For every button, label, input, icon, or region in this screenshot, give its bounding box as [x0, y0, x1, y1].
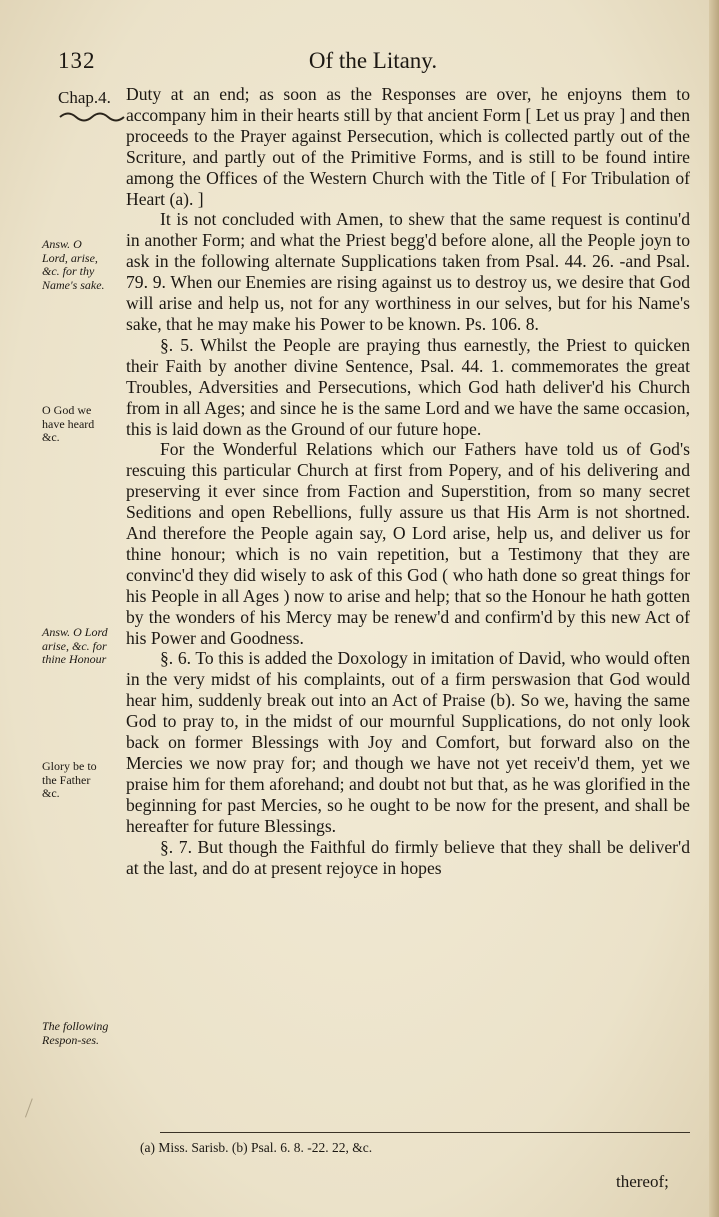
margin-note-answer-arise: Answ. O Lord, arise, &c. for thy Name's sake.: [42, 237, 105, 292]
margin-note-responses: The following Respon-ses.: [42, 1019, 109, 1047]
margin-note-we-have-heard: O God we have heard &c.: [42, 403, 95, 444]
margin-note-answer-honour: Answ. O Lord arise, &c. for thine Honour: [42, 625, 108, 666]
ornament-icon: [58, 110, 128, 124]
margin-note-glory: Glory be to the Father &c.: [42, 759, 97, 800]
paragraph-section-5: §. 5. Whilst the People are praying thus earnestly, the Priest to quicken their Faith by another divine Sentence, Psal. 44. 1. commemorates the great Troubles, Adversities and Persecutions, which God hath deliver'd his Church from in all Ages; and since he is the same Lord and we have the same occasion, this is laid down as the Ground of our future hope.: [126, 334, 690, 439]
page-header: [58, 48, 688, 82]
paragraph-4: For the Wonderful Relations which our Fathers have told us of God's rescuing this particular Church at first from Popery, and of his delivering and preserving it ever since from Faction and Superstition, from so many secret Seditions and open Rebellions, fully assure us that His Arm is not shortned. And therefore the People again say, O Lord arise, help us, and deliver us for thine honour; which is no vain repetition, but a Testimony that they are convinc'd they did wisely to ask of this God ( who hath done so great things for his People in all Ages ) now to arise and help; that so the Honour he hath gotten by the wonders of his Mercy may be renew'd and confirm'd by this new Act of his Power and Goodness.: [126, 439, 690, 648]
ink-mark: [25, 1098, 44, 1121]
running-head: Of the Litany.: [308, 48, 438, 73]
footnotes: (a) Miss. Sarisb. (b) Psal. 6. 8. -22. 22, &c.: [140, 1140, 373, 1155]
page-edge: [709, 0, 719, 1217]
chapter-label: Chap.4.: [58, 88, 111, 107]
catchword: thereof;: [616, 1172, 669, 1191]
paragraph-section-7: §. 7. But though the Faithful do firmly believe that they shall be deliver'd at the last, and do at present rejoyce in hopes: [126, 836, 690, 878]
page-number: 132: [58, 48, 96, 73]
footnote-rule: [160, 1132, 690, 1133]
paragraph-2: It is not concluded with Amen, to shew that the same request is continu'd in another Form; and what the Priest begg'd before alone, all the People joyn to ask in the following alternate Supplications taken from Psal. 44. 26. -and Psal. 79. 9. When our Enemies are rising against us to destroy us, we desire that God will arise and help us, not for any worthiness in our selves, but for his Name's sake, that he may make his Power to be known. Ps. 106. 8.: [126, 209, 690, 334]
paragraph-section-6: §. 6. To this is added the Doxology in imitation of David, who would often in the very midst of his complaints, out of a firm perswasion that God would hear him, suddenly break out into an Act of Praise (b). So we, having the same God to pray to, in the midst of our mournful Supplications, do not only look back on former Blessings with Joy and Comfort, but forward also on the Mercies we now pray for; and though we have not yet receiv'd them, yet we praise him for them aforehand; and doubt not but that, as he was glorified in the beginning for past Mercies, so he ought to be now for the present, and shall be hereafter for future Blessings.: [126, 648, 690, 836]
main-text: [126, 84, 690, 878]
paragraph-1: Duty at an end; as soon as the Responses are over, he enjoyns them to accompany him in their hearts still by that ancient Form [ Let us pray ] and then proceeds to the Prayer against Persecution, which is collected partly out of the Scriture, and partly out of the Primitive Forms, and is still to be found intire among the Offices of the Western Church with the Title of [ For Tribulation of Heart (a). ]: [126, 84, 690, 209]
